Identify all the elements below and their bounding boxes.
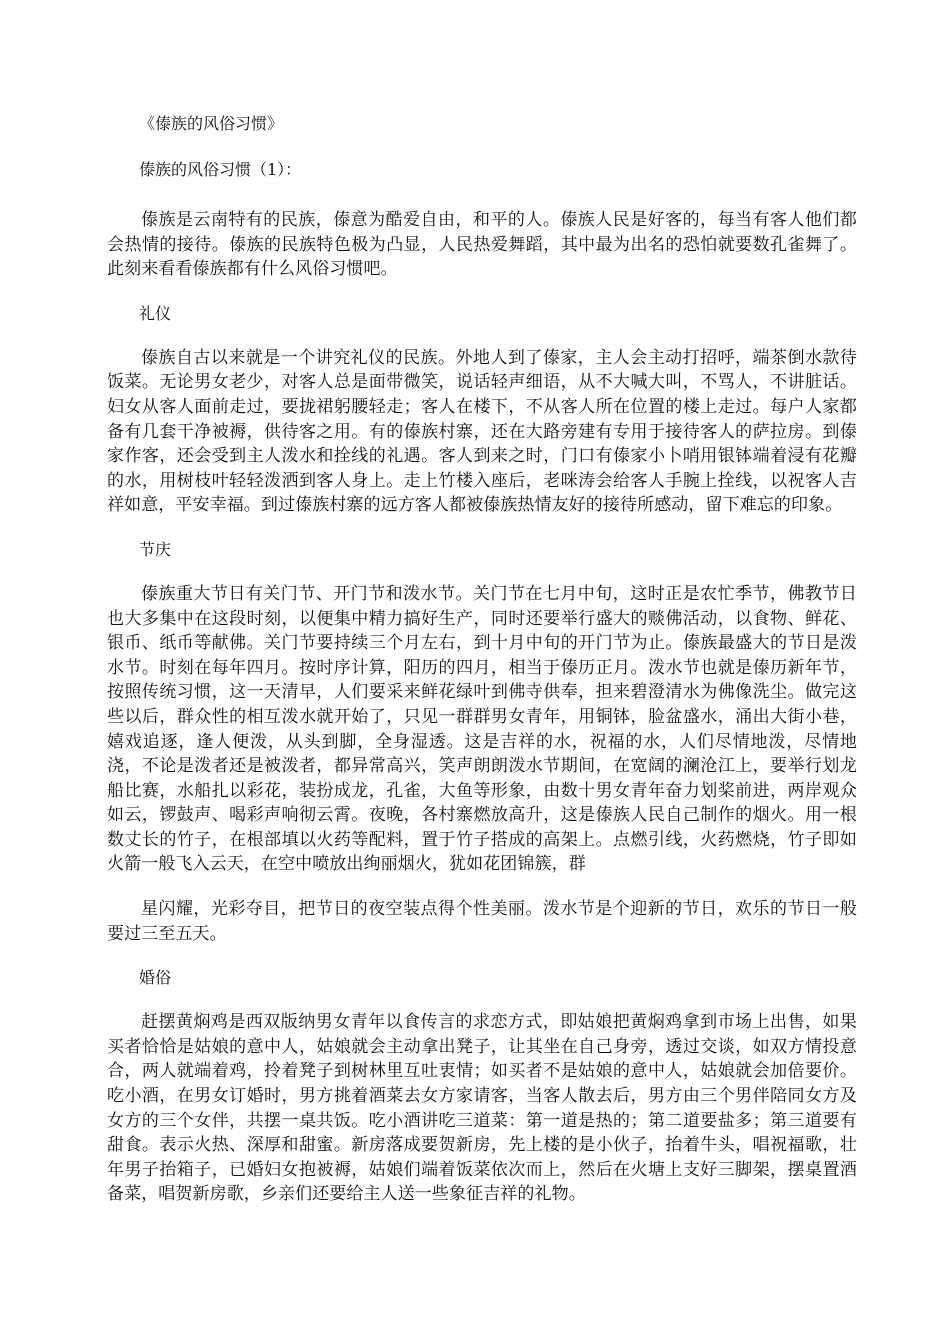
document-subtitle: 傣族的风俗习惯（1）：	[139, 160, 302, 179]
section-heading-marriage: 婚俗	[139, 968, 172, 988]
section-paragraph: 傣族自古以来就是一个讲究礼仪的民族。外地人到了傣家，主人会主动打招呼，端茶倒水款待饭菜。无论男女老少，对客人总是面带微笑，说话轻声细语，从不大喊大叫，不骂人，不讲脏话。妇女从客人面前走过，要拢裙躬腰轻走；客人在楼下，不从客人所在位置的楼上走过。每户人家都备有几套干净被褥，供待客之用。有的傣族村寨，还在大路旁建有专用于接待客人的萨拉房。到傣家作客，还会受到主人泼水和拴线的礼遇。客人到来之时，门口有傣家小卜哨用银钵端着浸有花瓣的水，用树枝叶轻轻泼洒到客人身上。走上竹楼入座后，老咪涛会给客人手腕上拴线，以祝客人吉祥如意，平安幸福。到过傣族村寨的远方客人都被傣族热情友好的接待所感动，留下难忘的印象。	[107, 347, 857, 516]
document-page	[107, 112, 857, 1207]
intro-paragraph: 傣族是云南特有的民族，傣意为酷爱自由，和平的人。傣族人民是好客的，每当有客人他们都会热情的接待。傣族的民族特色极为凸显，人民热爱舞蹈，其中最为出名的恐怕就要数孔雀舞了。此刻来看看傣族都有什么风俗习惯吧。	[107, 210, 857, 280]
section-heading-festivals: 节庆	[139, 539, 172, 559]
section-paragraph: 星闪耀，光彩夺目，把节日的夜空装点得个性美丽。泼水节是个迎新的节日，欢乐的节日一般要过三至五天。	[107, 899, 857, 944]
document-title: 《傣族的风俗习惯》	[139, 114, 284, 133]
section-paragraph: 赶摆黄焖鸡是西双版纳男女青年以食传言的求恋方式，即姑娘把黄焖鸡拿到市场上出售，如果买者恰恰是姑娘的意中人，姑娘就会主动拿出凳子，让其坐在自己身旁，透过交谈，如双方情投意合，两人就端着鸡，拎着凳子到树林里互吐衷情；如买者不是姑娘的意中人，姑娘就会加倍要价。吃小酒，在男女订婚时，男方挑着酒菜去女方家请客，当客人散去后，男方由三个男伴陪同女方及女方的三个女伴，共摆一桌共饭。吃小酒讲吃三道菜：第一道是热的；第二道要盐多；第三道要有甜食。表示火热、深厚和甜蜜。新房落成要贺新房，先上楼的是小伙子，抬着牛头，唱祝福歌，壮年男子抬箱子，已婚妇女抱被褥，姑娘们端着饭菜依次而上，然后在火塘上支好三脚架，摆桌置酒备菜，唱贺新房歌，乡亲们还要给主人送一些象征吉祥的礼物。	[107, 1012, 857, 1205]
section-heading-etiquette: 礼仪	[139, 303, 172, 323]
section-paragraph: 傣族重大节日有关门节、开门节和泼水节。关门节在七月中旬，这时正是农忙季节，佛教节日也大多集中在这段时刻，以便集中精力搞好生产，同时还要举行盛大的赕佛活动，以食物、鲜花、银币、纸币等献佛。关门节要持续三个月左右，到十月中旬的开门节为止。傣族最盛大的节日是泼水节。时刻在每年四月。按时序计算，阳历的四月，相当于傣历正月。泼水节也就是傣历新年节，按照传统习惯，这一天清早，人们要采来鲜花绿叶到佛寺供奉，担来碧澄清水为佛像洗尘。做完这些以后，群众性的相互泼水就开始了，只见一群群男女青年，用铜钵，脸盆盛水，涌出大街小巷，嬉戏追逐，逢人便泼，从头到脚，全身湿透。这是吉祥的水，祝福的水，人们尽情地泼，尽情地浇，不论是泼者还是被泼者，都异常高兴，笑声朗朗泼水节期间，在宽阔的澜沧江上，要举行划龙船比赛，水船扎以彩花，装扮成龙，孔雀，大鱼等形象，由数十男女青年奋力划桨前进，两岸观众如云，锣鼓声、喝彩声响彻云霄。夜晚，各村寨燃放高升，这是傣族人民自己制作的烟火。用一根数丈长的竹子，在根部填以火药等配料，置于竹子搭成的高架上。点燃引线，火药燃烧，竹子即如火箭一般飞入云天，在空中喷放出绚丽烟火，犹如花团锦簇，群	[107, 583, 857, 875]
